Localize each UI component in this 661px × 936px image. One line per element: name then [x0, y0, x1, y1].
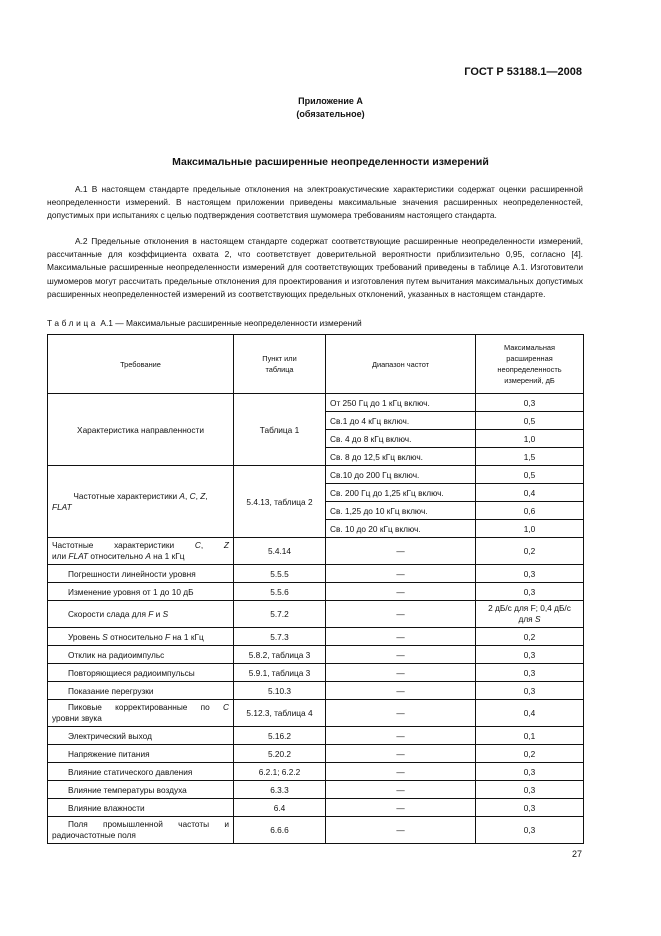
table-caption-prefix: Таблица — [47, 318, 99, 328]
decay-value — [476, 601, 584, 628]
decay-f: F — [148, 609, 154, 619]
row-range: — — [326, 583, 476, 601]
s-vs-f-requirement — [48, 628, 234, 646]
decay-requirement — [48, 601, 234, 628]
decay-value-s: S — [534, 614, 541, 624]
table-row — [48, 745, 584, 763]
row-clause: 6.3.3 — [234, 781, 326, 799]
freq-weight-value: 0,6 — [476, 502, 584, 520]
rf-value: 0,3 — [476, 817, 584, 844]
weight-a: A — [179, 490, 185, 501]
table-header-row — [48, 335, 584, 394]
weight-c: C — [189, 490, 196, 501]
page-number: 27 — [571, 849, 582, 859]
row-range: — — [326, 763, 476, 781]
row-range: — — [326, 682, 476, 700]
row-value: 0,3 — [476, 682, 584, 700]
row-clause: 5.20.2 — [234, 745, 326, 763]
freq-weight-value: 1,0 — [476, 520, 584, 538]
s-vs-f-value: 0,2 — [476, 628, 584, 646]
row-range: — — [326, 565, 476, 583]
peak-requirement — [48, 700, 234, 727]
row-range: — — [326, 745, 476, 763]
row-value: 0,2 — [476, 745, 584, 763]
rf-range: — — [326, 817, 476, 844]
table-row — [48, 628, 584, 646]
appendix-title: Приложение А — [298, 96, 363, 106]
header-requirement: Требование — [48, 335, 234, 394]
rel-a-flat: FLAT — [68, 551, 89, 561]
row-clause: 5.9.1, таблица 3 — [234, 664, 326, 682]
s-vs-f-suffix: на 1 кГц — [170, 631, 204, 642]
row-value: 0,1 — [476, 727, 584, 745]
row-requirement: Показание перегрузки — [48, 682, 234, 700]
s-vs-f-f: F — [165, 631, 171, 642]
rel-a-value: 0,2 — [476, 538, 584, 565]
directivity-range: Св.1 до 4 кГц включ. — [326, 412, 476, 430]
rf-line2: радиочастотные поля — [52, 830, 136, 840]
directivity-range: Св. 4 до 8 кГц включ. — [326, 430, 476, 448]
table-row — [48, 583, 584, 601]
freq-weight-range: Св.10 до 200 Гц включ. — [326, 466, 476, 484]
s-vs-f-range: — — [326, 628, 476, 646]
s-vs-f-mid: относительно — [107, 631, 166, 642]
header-range: Диапазон частот — [326, 335, 476, 394]
weight-flat: FLAT — [52, 501, 72, 512]
section-title: Максимальные расширенные неопределенности измерений — [172, 156, 489, 168]
row-requirement: Погрешности линейности уровня — [48, 565, 234, 583]
freq-weight-value: 0,5 — [476, 466, 584, 484]
row-value: 0,3 — [476, 646, 584, 664]
rel-a-c: C — [194, 540, 201, 550]
table-row — [48, 799, 584, 817]
row-clause: 6.4 — [234, 799, 326, 817]
rf-clause: 6.6.6 — [234, 817, 326, 844]
row-clause: 5.5.6 — [234, 583, 326, 601]
standard-header: ГОСТ Р 53188.1—2008 — [464, 66, 582, 78]
decay-value-line2-prefix: для — [518, 614, 535, 624]
table-row — [48, 646, 584, 664]
freq-weight-range: Св. 1,25 до 10 кГц включ. — [326, 502, 476, 520]
freq-weight-value: 0,4 — [476, 484, 584, 502]
freq-weight-requirement: Частотные характеристики A, C, Z, FLAT — [48, 466, 234, 538]
directivity-range: Св. 8 до 12,5 кГц включ. — [326, 448, 476, 466]
directivity-clause: Таблица 1 — [234, 394, 326, 466]
table-row — [48, 700, 584, 727]
rf-line1: Поля промышленной частоты и — [68, 819, 229, 829]
decay-range: — — [326, 601, 476, 628]
row-requirement: Влияние статического давления — [48, 763, 234, 781]
row-requirement: Повторяющиеся радиоимпульсы — [48, 664, 234, 682]
peak-range: — — [326, 700, 476, 727]
table-row — [48, 664, 584, 682]
table-row — [48, 682, 584, 700]
row-range: — — [326, 646, 476, 664]
directivity-requirement: Характеристика направленности — [48, 394, 234, 466]
freq-weight-range: Св. 10 до 20 кГц включ. — [326, 520, 476, 538]
directivity-value: 0,3 — [476, 394, 584, 412]
freq-weight-prefix: Частотные характеристики — [73, 490, 180, 501]
paragraph-a1 — [47, 183, 583, 223]
table-row — [48, 601, 584, 628]
rf-requirement — [48, 817, 234, 844]
header-uncertainty: Максимальная расширенная неопределенность измерений, дБ — [476, 335, 584, 394]
table-row — [48, 817, 584, 844]
decay-prefix: Скорости слада для — [68, 609, 149, 619]
table-row — [48, 727, 584, 745]
decay-s: S — [162, 609, 169, 619]
row-clause: 6.2.1; 6.2.2 — [234, 763, 326, 781]
peak-clause: 5.12.3, таблица 4 — [234, 700, 326, 727]
rel-a-a: A — [145, 551, 151, 561]
peak-value: 0,4 — [476, 700, 584, 727]
row-clause: 5.5.5 — [234, 565, 326, 583]
decay-value-line1: 2 дБ/с для F; 0,4 дБ/с — [488, 603, 571, 613]
table-caption — [47, 318, 362, 328]
row-requirement: Напряжение питания — [48, 745, 234, 763]
row-range: — — [326, 781, 476, 799]
row-requirement: Изменение уровня от 1 до 10 дБ — [48, 583, 234, 601]
row-value: 0,3 — [476, 763, 584, 781]
row-value: 0,3 — [476, 799, 584, 817]
table-row — [48, 781, 584, 799]
row-value: 0,3 — [476, 664, 584, 682]
peak-line2: уровни звука — [52, 713, 102, 723]
row-value: 0,3 — [476, 565, 584, 583]
freq-weight-range: Св. 200 Гц до 1,25 кГц включ. — [326, 484, 476, 502]
row-requirement: Влияние температуры воздуха — [48, 781, 234, 799]
rel-a-line2-prefix: или — [52, 551, 69, 561]
directivity-value: 1,5 — [476, 448, 584, 466]
directivity-value: 0,5 — [476, 412, 584, 430]
weight-z: Z — [200, 490, 206, 501]
rel-a-line2-suffix: на 1 кГц — [150, 551, 185, 561]
row-range: — — [326, 664, 476, 682]
row-clause: 5.16.2 — [234, 727, 326, 745]
row-range: — — [326, 727, 476, 745]
rel-a-line1: Частотные характеристики — [52, 540, 195, 550]
rel-a-requirement: Частотные характеристики C, Z или FLAT относительно A на 1 кГц — [48, 538, 234, 565]
table-row — [48, 394, 584, 412]
row-clause: 5.8.2, таблица 3 — [234, 646, 326, 664]
table-row — [48, 565, 584, 583]
decay-mid: и — [153, 609, 163, 619]
decay-clause: 5.7.2 — [234, 601, 326, 628]
rel-a-clause: 5.4.14 — [234, 538, 326, 565]
uncertainty-table — [47, 334, 584, 844]
directivity-range: От 250 Гц до 1 кГц включ. — [326, 394, 476, 412]
row-clause: 5.10.3 — [234, 682, 326, 700]
peak-line1: Пиковые корректированные по — [68, 702, 223, 712]
s-vs-f-s: S — [102, 631, 108, 642]
directivity-value: 1,0 — [476, 430, 584, 448]
header-clause: Пункт или таблица — [234, 335, 326, 394]
row-range: — — [326, 799, 476, 817]
row-value: 0,3 — [476, 583, 584, 601]
row-requirement: Влияние влажности — [48, 799, 234, 817]
row-requirement: Отклик на радиоимпульс — [48, 646, 234, 664]
paragraph-a2-text: А.2 Предельные отклонения в настоящем стандарте содержат соответствующие расширенные неопределенности измерений, рассчитанные для коэффициента охвата 2, что соответствует доверительной вероятности приблизительно 0,95, согласно [4]. Максимальные расширенные неопределенности измерений для соответствующих требований приведены в таблице А.1. Изготовители шумомеров могут рассчитать предельные отклонения для проектирования и изготовления путем вычитания максимальных допустимых расширенных неопределенностей измерений из соответствующих предельных отклонений, указанных в настоящем стандарте. — [47, 236, 583, 299]
rel-a-line2-mid: относительно — [88, 551, 146, 561]
rel-a-range: — — [326, 538, 476, 565]
table-row — [48, 538, 584, 565]
peak-c: C — [223, 702, 229, 712]
table-row — [48, 466, 584, 484]
s-vs-f-clause: 5.7.3 — [234, 628, 326, 646]
paragraph-a1-text: А.1 В настоящем стандарте предельные отклонения на электроакустические характеристики содержат оценки расширенной неопределенности измерений. В настоящем приложении приведены максимальные значения расширенных неопределенностей, допустимых при испытаниях с целью подтверждения соответствия шумомера требованиям настоящего стандарта. — [47, 184, 583, 221]
rel-a-z: Z — [223, 540, 229, 550]
s-vs-f-prefix: Уровень — [68, 631, 103, 642]
row-requirement: Электрический выход — [48, 727, 234, 745]
table-caption-text: А.1 — Максимальные расширенные неопределенности измерений — [100, 318, 362, 328]
paragraph-a2 — [47, 235, 583, 301]
freq-weight-clause: 5.4.13, таблица 2 — [234, 466, 326, 538]
appendix-note: (обязательное) — [296, 109, 365, 119]
row-value: 0,3 — [476, 781, 584, 799]
table-row — [48, 763, 584, 781]
